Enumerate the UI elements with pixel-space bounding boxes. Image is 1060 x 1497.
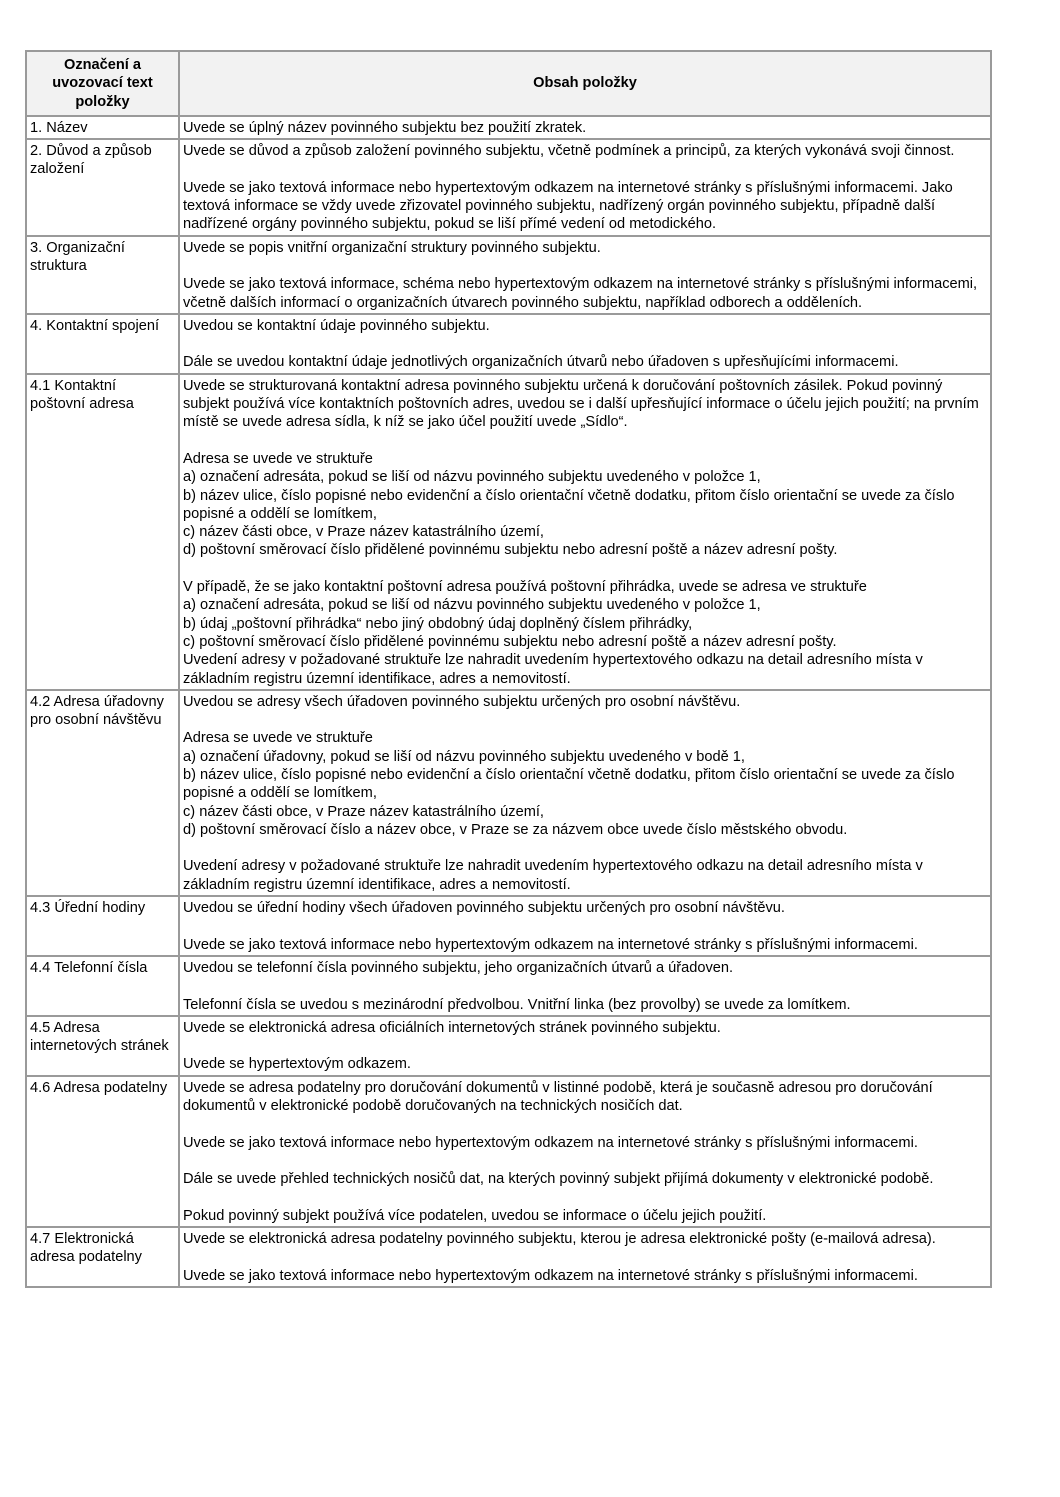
content-line: d) poštovní směrovací číslo a název obce, v Praze se za názvem obce uvede číslo městského obvodu.: [183, 821, 848, 838]
table-row: [26, 956, 991, 1016]
content-paragraph: [183, 317, 987, 335]
content-line: Uvedou se telefonní čísla povinného subjektu, jeho organizačních útvarů a úřadoven.: [183, 959, 734, 976]
header-label-column: Označení a uvozovací text položky: [26, 51, 179, 116]
table-row: [26, 236, 991, 314]
content-paragraph: [183, 353, 987, 371]
content-line: b) název ulice, číslo popisné nebo evidenční a číslo orientační včetně dodatku, přitom číslo orientační se uvede za číslo popisné a oddělí se lomítkem,: [183, 766, 955, 802]
content-line: Pokud povinný subjekt používá více podatelen, uvedou se informace o účelu jejich použití.: [183, 1207, 767, 1224]
content-paragraph: [183, 899, 987, 917]
item-label: 1. Název: [26, 116, 179, 139]
content-line: Dále se uvede přehled technických nosičů dat, na kterých povinný subjekt přijímá dokumenty v elektronické podobě.: [183, 1171, 934, 1188]
content-line: a) označení adresáta, pokud se liší od názvu povinného subjektu uvedeného v položce 1,: [183, 469, 761, 486]
item-label: 4.7 Elektronická adresa podatelny: [26, 1227, 179, 1287]
content-line: Uvede se důvod a způsob založení povinného subjektu, včetně podmínek a principů, za kterých vykonává svoji činnost.: [183, 143, 955, 160]
content-paragraph: [183, 693, 987, 711]
content-line: a) označení úřadovny, pokud se liší od názvu povinného subjektu uvedeného v bodě 1,: [183, 748, 745, 765]
content-paragraph: [183, 857, 987, 894]
content-paragraph: [183, 450, 987, 560]
content-line: V případě, že se jako kontaktní poštovní adresa používá poštovní přihrádka, uvede se adresa ve struktuře: [183, 579, 867, 596]
item-content: [179, 690, 991, 896]
content-paragraph: [183, 119, 987, 137]
content-line: Telefonní čísla se uvedou s mezinárodní předvolbou. Vnitřní linka (bez provolby) se uvede za lomítkem.: [183, 996, 851, 1013]
content-line: Uvedení adresy v požadované struktuře lze nahradit uvedením hypertextového odkazu na detail adresního místa v základním registru územní identifikace, adres a nemovitostí.: [183, 652, 923, 687]
item-content: [179, 139, 991, 235]
item-label: 4.5 Adresa internetových stránek: [26, 1016, 179, 1076]
content-line: Uvede se jako textová informace, schéma nebo hypertextovým odkazem na internetové stránky s příslušnými informacemi, včetně dalších informací o organizačních útvarech povinného subjektu, například odborech a odděleních.: [183, 276, 978, 311]
content-paragraph: [183, 1230, 987, 1248]
content-paragraph: [183, 959, 987, 977]
content-paragraph: [183, 1207, 987, 1225]
content-line: d) poštovní směrovací číslo přidělené povinnému subjektu nebo adresní poště a název adresní pošty.: [183, 542, 838, 559]
item-content: [179, 314, 991, 374]
content-paragraph: [183, 936, 987, 954]
table-row: [26, 116, 991, 139]
content-line: c) název části obce, v Praze název katastrálního území,: [183, 524, 544, 541]
table-row: [26, 374, 991, 690]
content-line: Uvedou se úřední hodiny všech úřadoven povinného subjektu určených pro osobní návštěvu.: [183, 900, 785, 917]
table-header-row: [26, 51, 991, 116]
content-paragraph: [183, 1170, 987, 1188]
content-paragraph: [183, 1019, 987, 1037]
content-line: Uvede se jako textová informace nebo hypertextovým odkazem na internetové stránky s příslušnými informacemi.: [183, 1134, 918, 1151]
item-label: 4.4 Telefonní čísla: [26, 956, 179, 1016]
content-line: b) název ulice, číslo popisné nebo evidenční a číslo orientační včetně dodatku, přitom číslo orientační se uvede za číslo popisné a oddělí se lomítkem,: [183, 487, 955, 522]
content-paragraph: [183, 239, 987, 257]
content-line: Dále se uvedou kontaktní údaje jednotlivých organizačních útvarů nebo úřadoven s upřesňujícími informacemi.: [183, 354, 899, 371]
item-content: [179, 896, 991, 956]
content-line: Uvede se hypertextovým odkazem.: [183, 1056, 411, 1073]
content-paragraph: [183, 729, 987, 839]
content-paragraph: [183, 1079, 987, 1116]
content-line: Adresa se uvede ve struktuře: [183, 450, 373, 467]
content-paragraph: [183, 142, 987, 160]
table-row: [26, 896, 991, 956]
content-line: Uvede se úplný název povinného subjektu bez použití zkratek.: [183, 119, 587, 136]
item-content: [179, 116, 991, 139]
content-line: Uvedou se adresy všech úřadoven povinného subjektu určených pro osobní návštěvu.: [183, 693, 741, 710]
content-paragraph: [183, 578, 987, 688]
content-line: Uvede se strukturovaná kontaktní adresa povinného subjektu určená k doručování poštovních zásilek. Pokud povinný subjekt používá více kontaktních poštovních adres, uvedou se i další upřesňující informace o účelu jejich použití; na prvním místě se uvede adresa sídla, k níž se jako účel použití uvede „Sídlo“.: [183, 377, 979, 431]
item-content: [179, 236, 991, 314]
content-line: Uvede se jako textová informace nebo hypertextovým odkazem na internetové stránky s příslušnými informacemi. Jako textová informace se vždy uvede zřizovatel povinného subjektu, nadřízený orgán povinného subjektu, případně další nadřízené orgány povinného subjektu, pokud se liší přímé vedení od metodického.: [183, 179, 953, 233]
table-row: [26, 1016, 991, 1076]
content-line: Uvede se adresa podatelny pro doručování dokumentů v listinné podobě, která je současně adresou pro doručování dokumentů v elektronické podobě doručovaných na technických nosičích dat.: [183, 1079, 933, 1115]
item-label: 4.2 Adresa úřadovny pro osobní návštěvu: [26, 690, 179, 896]
content-line: Uvedou se kontaktní údaje povinného subjektu.: [183, 317, 490, 334]
content-line: Adresa se uvede ve struktuře: [183, 730, 373, 747]
item-label: 4. Kontaktní spojení: [26, 314, 179, 374]
item-content: [179, 956, 991, 1016]
table-row: [26, 1076, 991, 1227]
item-content: [179, 1076, 991, 1227]
item-content: [179, 1016, 991, 1076]
content-line: b) údaj „poštovní přihrádka“ nebo jiný obdobný údaj doplněný číslem přihrádky,: [183, 615, 693, 632]
content-paragraph: [183, 179, 987, 234]
table-row: [26, 314, 991, 374]
item-label: 3. Organizační struktura: [26, 236, 179, 314]
content-paragraph: [183, 1267, 987, 1285]
item-content: [179, 1227, 991, 1287]
content-line: a) označení adresáta, pokud se liší od názvu povinného subjektu uvedeného v položce 1,: [183, 597, 761, 614]
table-body: [26, 116, 991, 1287]
item-content: [179, 374, 991, 690]
table-row: [26, 690, 991, 896]
content-line: Uvede se elektronická adresa podatelny povinného subjektu, kterou je adresa elektronické pošty (e-mailová adresa).: [183, 1231, 936, 1248]
content-line: c) název části obce, v Praze název katastrálního území,: [183, 803, 544, 820]
content-line: Uvedení adresy v požadované struktuře lze nahradit uvedením hypertextového odkazu na detail adresního místa v základním registru územní identifikace, adres a nemovitostí.: [183, 858, 923, 893]
content-paragraph: [183, 996, 987, 1014]
content-line: c) poštovní směrovací číslo přidělené povinnému subjektu nebo adresní poště a název adresní pošty.: [183, 633, 837, 650]
content-paragraph: [183, 275, 987, 312]
table-row: [26, 139, 991, 235]
item-label: 4.3 Úřední hodiny: [26, 896, 179, 956]
item-label: 2. Důvod a způsob založení: [26, 139, 179, 235]
content-paragraph: [183, 377, 987, 432]
item-label: 4.6 Adresa podatelny: [26, 1076, 179, 1227]
content-table: [25, 50, 992, 1288]
table-row: [26, 1227, 991, 1287]
content-paragraph: [183, 1134, 987, 1152]
content-line: Uvede se jako textová informace nebo hypertextovým odkazem na internetové stránky s příslušnými informacemi.: [183, 1267, 918, 1284]
content-line: Uvede se popis vnitřní organizační struktury povinného subjektu.: [183, 239, 601, 256]
item-label: 4.1 Kontaktní poštovní adresa: [26, 374, 179, 690]
content-line: Uvede se jako textová informace nebo hypertextovým odkazem na internetové stránky s příslušnými informacemi.: [183, 936, 918, 953]
header-content-column: Obsah položky: [179, 51, 991, 116]
content-paragraph: [183, 1055, 987, 1073]
content-line: Uvede se elektronická adresa oficiálních internetových stránek povinného subjektu.: [183, 1019, 721, 1036]
